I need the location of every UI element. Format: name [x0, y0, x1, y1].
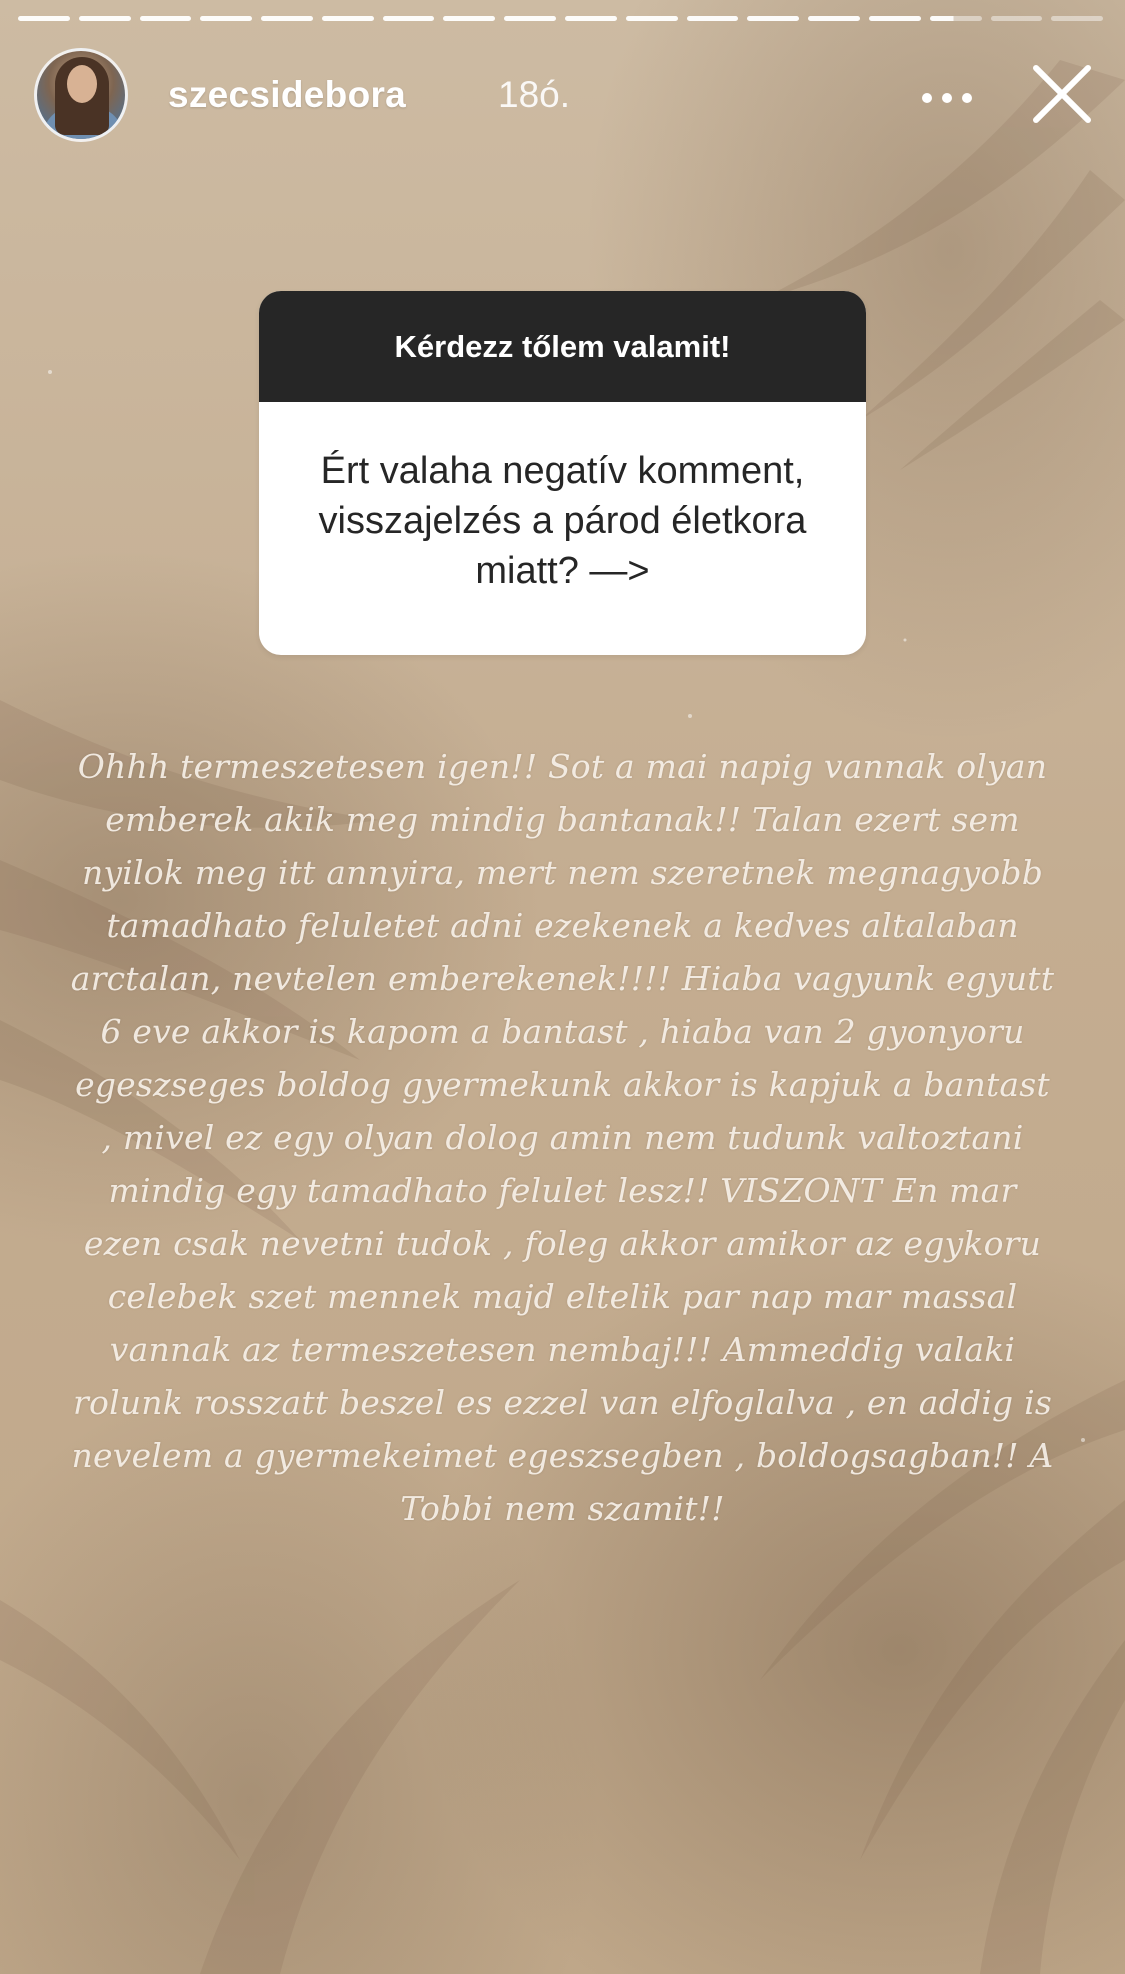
- avatar[interactable]: [34, 48, 128, 142]
- story-timestamp: 18ó.: [498, 74, 571, 115]
- question-sticker-question: Ért valaha negatív komment, visszajelzés a párod életkora miatt? —>: [318, 450, 807, 592]
- progress-segment: [443, 16, 495, 21]
- progress-segment: [1051, 16, 1103, 21]
- progress-segment: [930, 16, 982, 21]
- progress-segment: [322, 16, 374, 21]
- more-horizontal-icon[interactable]: [922, 88, 972, 108]
- progress-segment: [808, 16, 860, 21]
- progress-segment: [747, 16, 799, 21]
- progress-segment: [18, 16, 70, 21]
- progress-segment: [79, 16, 131, 21]
- progress-segment: [687, 16, 739, 21]
- progress-segment: [200, 16, 252, 21]
- question-sticker-title: Kérdezz tőlem valamit!: [259, 291, 866, 402]
- progress-segment: [869, 16, 921, 21]
- progress-segment: [991, 16, 1043, 21]
- story-header: [34, 48, 1094, 144]
- progress-segment: [565, 16, 617, 21]
- username[interactable]: szecsidebora: [168, 74, 407, 115]
- answer-text: Ohhh termeszetesen igen!! Sot a mai napig vannak olyan emberek akik meg mindig bantanak!! Talan ezert sem nyilok meg itt annyira, mert nem szeretnek megnagyobb tamadhato feluletet adni ezekenek a kedves altalaban arctalan, nevtelen emberekenek!!!! Hiaba vagyunk egyutt 6 eve akkor is kapom a bantast , hiaba van 2 gyonyoru egeszseges boldog gyermekunk akkor is kapjuk a bantast , mivel ez egy olyan dolog amin nem tudunk valtoztani mindig egy tamadhato felulet lesz!! VISZONT En mar ezen csak nevetni tudok , foleg akkor amikor az egykoru celebek szet mennek majd eltelik par nap mar massal vannak az termeszetesen nembaj!!! Ammeddig valaki rolunk rosszatt beszel es ezzel van elfoglalva , en addig is nevelem a gyermekeimet egeszsegben , boldogsagban!! A Tobbi nem szamit!!: [70, 747, 1055, 1528]
- progress-segment: [626, 16, 678, 21]
- story-progress-bar: [18, 16, 1103, 22]
- progress-segment: [383, 16, 435, 21]
- avatar-face: [67, 65, 97, 103]
- progress-segment: [140, 16, 192, 21]
- progress-segment: [261, 16, 313, 21]
- question-sticker[interactable]: [259, 291, 866, 655]
- progress-segment: [504, 16, 556, 21]
- close-icon[interactable]: [1030, 62, 1094, 126]
